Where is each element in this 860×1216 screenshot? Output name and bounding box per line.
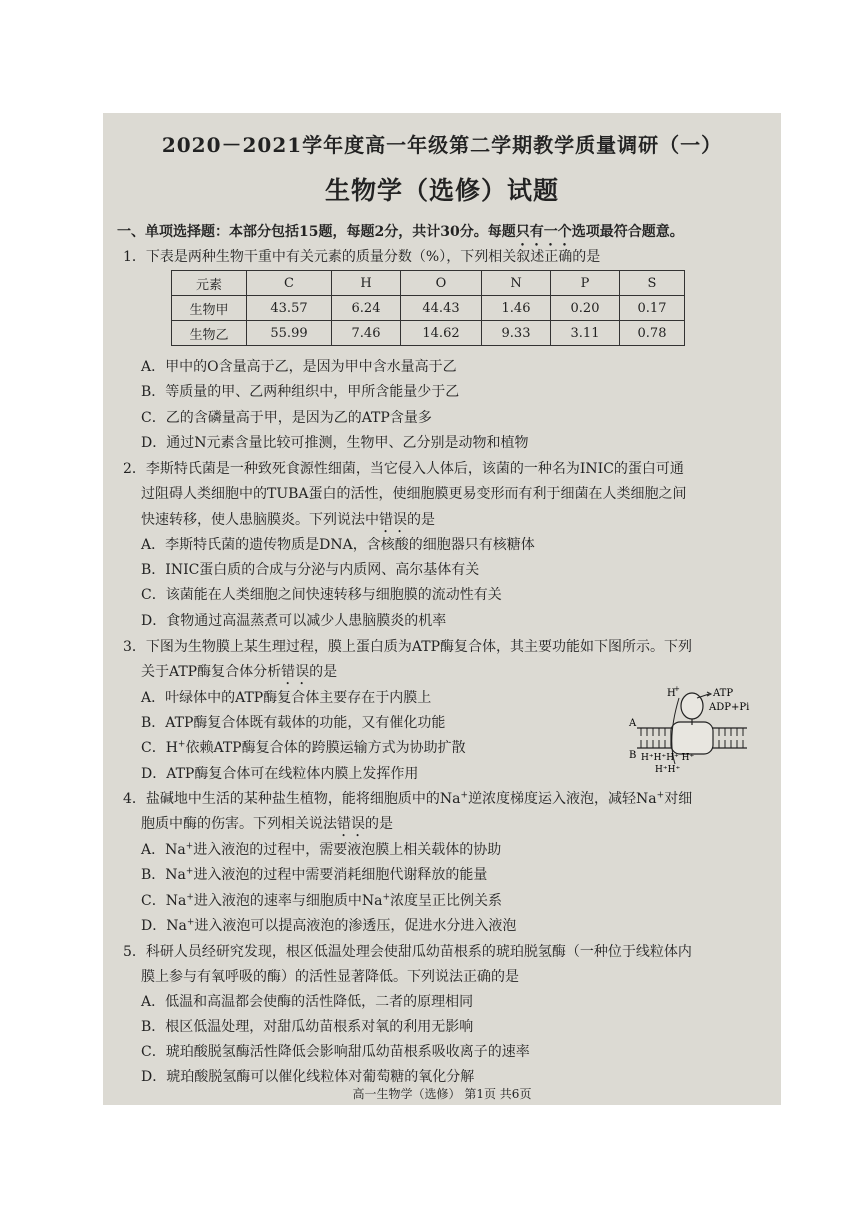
- q4-option-a-prefix: A．Na: [141, 842, 186, 858]
- q3-option-d: D．ATP酶复合体可在线粒体内膜上发挥作用: [141, 766, 419, 782]
- fig-h-top: H: [667, 688, 676, 699]
- q4-option-b-text: 进入液泡的过程中需要消耗细胞代谢释放的能量: [193, 867, 488, 883]
- q2-stem-line2: 过阻碍人类细胞中的TUBA蛋白的活性，使细胞膜更易变形而有利于细菌在人类细胞之间: [141, 486, 687, 502]
- fig-adp-label: ADP+Pi: [709, 702, 750, 713]
- q4-stem-sup2: +: [656, 790, 665, 801]
- q2-option-c: C．该菌能在人类细胞之间快速转移与细胞膜的流动性有关: [141, 587, 502, 603]
- q5-option-c: C．琥珀酸脱氢酶活性降低会影响甜瓜幼苗根系吸收离子的速率: [141, 1044, 530, 1060]
- q3-option-c-prefix: C．H: [141, 740, 178, 756]
- table-cell: 7.46: [332, 321, 401, 346]
- q3-option-c: [141, 739, 466, 757]
- table-cell: 44.43: [401, 296, 482, 321]
- q4-option-c-text: 进入液泡的速率与细胞质中Na: [193, 893, 383, 909]
- table-cell: 0.78: [620, 321, 685, 346]
- q1-stem: 1．下表是两种生物干重中有关元素的质量分数（%），下列相关叙述正确的是: [123, 249, 601, 265]
- fig-h-ions-row1: H⁺H⁺H⁺ H⁺: [641, 753, 695, 763]
- q4-stem-mid: 逆浓度梯度运入液泡，减轻Na: [468, 791, 657, 807]
- q4-option-b-prefix: B．Na: [141, 867, 186, 883]
- table-cell: 14.62: [401, 321, 482, 346]
- q1-option-a: A．甲中的O含量高于乙，是因为甲中含水量高于乙: [141, 359, 457, 375]
- q4-stem-tail: 的是: [365, 816, 393, 832]
- section-heading: [117, 223, 684, 249]
- q2-stem-line3: [141, 511, 435, 536]
- q4-option-c: [141, 892, 502, 910]
- q4-option-c-sup: +: [186, 892, 194, 903]
- table-header: N: [482, 271, 551, 296]
- q4-option-b: [141, 866, 487, 884]
- table-cell: 9.33: [482, 321, 551, 346]
- table-cell: 0.17: [620, 296, 685, 321]
- table-header: 元素: [172, 271, 247, 296]
- table-row: [172, 296, 685, 321]
- q4-option-a-sup: +: [185, 841, 194, 852]
- q4-stem-sup: +: [460, 790, 469, 801]
- q5-stem-line1: 5．科研人员经研究发现，根区低温处理会使甜瓜幼苗根系的琥珀脱氢酶（一种位于线粒体内: [123, 944, 692, 960]
- q4-option-c-prefix: C．Na: [141, 893, 187, 909]
- q2-option-b: B．INIC蛋白质的合成与分泌与内质网、高尔基体有关: [141, 562, 480, 578]
- q4-stem-text: 4．盐碱地中生活的某种盐生植物，能将细胞质中的Na: [123, 791, 461, 807]
- q5-option-b: B．根区低温处理，对甜瓜幼苗根系对氧的利用无影响: [141, 1019, 474, 1035]
- q3-stem-line2: [141, 663, 337, 688]
- q4-option-a-text: 进入液泡的过程中，需要液泡膜上相关载体的协助: [193, 842, 502, 858]
- q4-stem-line2: [141, 815, 393, 840]
- q4-option-b-sup: +: [185, 866, 194, 877]
- q2-stem-line1: 2．李斯特氏菌是一种致死食源性细菌，当它侵入人体后，该菌的一种名为INIC的蛋白可通: [123, 461, 684, 477]
- q3-option-c-tail: 依赖ATP酶复合体的跨膜运输方式为协助扩散: [185, 740, 466, 756]
- table-cell: 3.11: [551, 321, 620, 346]
- fig-side-a: A: [629, 718, 637, 729]
- q2-stem-emphasis: 错误: [379, 512, 407, 528]
- q4-stem-text2: 胞质中酶的伤害。下列相关说法: [141, 816, 337, 832]
- fig-atp-label: ATP: [713, 688, 734, 699]
- q5-option-a: A．低温和高温都会使酶的活性降低，二者的原理相同: [141, 994, 474, 1010]
- q4-option-a: [141, 841, 501, 859]
- q1-option-c: C．乙的含磷量高于甲，是因为乙的ATP含量多: [141, 410, 432, 426]
- table-cell: 55.99: [247, 321, 332, 346]
- q4-stem-mid-tail: 对细: [664, 791, 693, 807]
- q4-stem-emphasis: 错误: [337, 816, 365, 832]
- table-cell: 生物乙: [172, 321, 247, 346]
- section-emphasis: 只有一个: [515, 224, 572, 240]
- q2-stem-tail: 的是: [407, 512, 435, 528]
- q3-stem-emphasis: 错误: [281, 664, 310, 680]
- q3-stem-tail: 的是: [309, 664, 338, 680]
- table-cell: 43.57: [247, 296, 332, 321]
- exam-page: [103, 113, 781, 1105]
- table-header: O: [401, 271, 482, 296]
- q4-option-d-sup: +: [186, 917, 195, 928]
- q3-option-b: B．ATP酶复合体既有载体的功能，又有催化功能: [141, 715, 446, 731]
- q1-option-b: B．等质量的甲、乙两种组织中，甲所含能量少于乙: [141, 384, 460, 400]
- fig-h-top-plus: +: [674, 685, 680, 693]
- q1-option-d: D．通过N元素含量比较可推测，生物甲、乙分别是动物和植物: [141, 435, 529, 451]
- section-rest: 选项最符合题意。: [571, 224, 684, 240]
- q5-stem-line2: 膜上参与有氧呼吸的酶）的活性显著降低。下列说法正确的是: [141, 969, 519, 985]
- element-table: [171, 270, 685, 346]
- section-title: 一、单项选择题：本部分包括15题，每题2分，共计30分。每题: [117, 224, 516, 240]
- q4-option-d-text: 进入液泡可以提高液泡的渗透压，促进水分进入液泡: [194, 918, 517, 934]
- q4-option-c-tail: 浓度呈正比例关系: [390, 893, 503, 909]
- q4-option-d-prefix: D．Na: [141, 918, 187, 934]
- q2-option-d: D．食物通过高温蒸煮可以减少人患脑膜炎的机率: [141, 613, 447, 629]
- table-cell: 生物甲: [172, 296, 247, 321]
- atp-synthase-diagram: [627, 678, 767, 778]
- q3-option-a: A．叶绿体中的ATP酶复合体主要存在于内膜上: [141, 690, 432, 706]
- table-header: P: [551, 271, 620, 296]
- q2-stem-text: 快速转移，使人患脑膜炎。下列说法中: [141, 512, 379, 528]
- table-header: H: [332, 271, 401, 296]
- table-cell: 6.24: [332, 296, 401, 321]
- q3-option-c-sup: +: [177, 739, 186, 750]
- table-header-row: [172, 271, 685, 296]
- fig-side-b: B: [629, 750, 637, 761]
- q3-stem-text: 关于ATP酶复合体分析: [141, 664, 282, 680]
- table-row: [172, 321, 685, 346]
- exam-subtitle: 生物学（选修）试题: [324, 176, 559, 205]
- q5-option-d: D．琥珀酸脱氢酶可以催化线粒体对葡萄糖的氧化分解: [141, 1069, 475, 1085]
- exam-title: 2020－2021学年度高一年级第二学期教学质量调研（一）: [161, 133, 723, 157]
- q4-option-c-sup2: +: [382, 892, 391, 903]
- fig-h-ions-row2: H⁺H⁺: [655, 765, 681, 775]
- table-cell: 0.20: [551, 296, 620, 321]
- page-footer: 高一生物学（选修） 第1页 共6页: [352, 1087, 532, 1101]
- q3-stem-line1: 3．下图为生物膜上某生理过程，膜上蛋白质为ATP酶复合体，其主要功能如下图所示。下列: [123, 639, 693, 655]
- q2-option-a: A．李斯特氏菌的遗传物质是DNA，含核酸的细胞器只有核糖体: [141, 537, 535, 553]
- q4-stem-line1: [123, 790, 692, 808]
- table-header: C: [247, 271, 332, 296]
- table-cell: 1.46: [482, 296, 551, 321]
- q4-option-d: [141, 917, 516, 935]
- table-header: S: [620, 271, 685, 296]
